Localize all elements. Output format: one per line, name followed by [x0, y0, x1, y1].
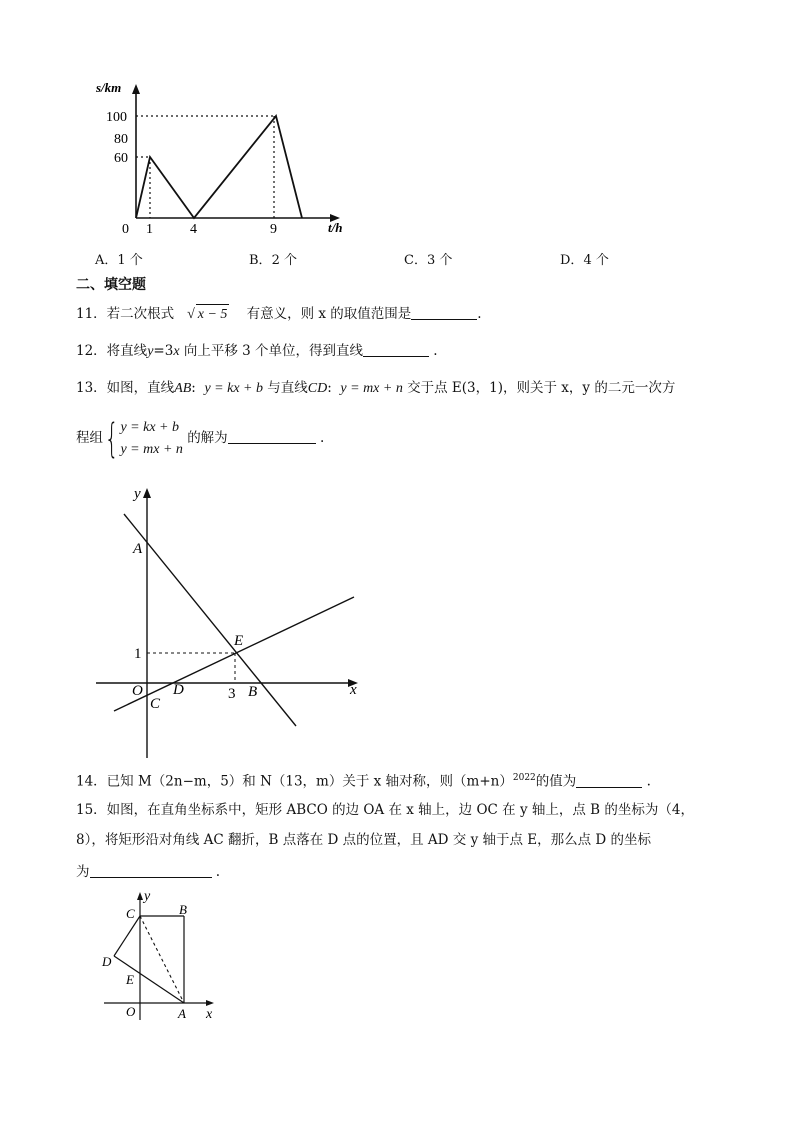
distance-time-graph — [90, 80, 350, 240]
section-title: 二、填空题 — [76, 277, 146, 293]
question-15-line1: 15．如图，在直角坐标系中，矩形 ABCO 的边 OA 在 x 轴上，边 OC 在 y 轴上，点 B 的坐标为（4， — [76, 802, 694, 818]
rectangle-fold-graph — [96, 886, 236, 1026]
point-e-label: E — [126, 972, 134, 987]
point-c-label: C — [126, 906, 135, 921]
option-c[interactable]: C．3 个 — [404, 253, 453, 268]
question-12: 12．将直线y=3x 向上平移 3 个单位，得到直线 . — [76, 343, 438, 359]
question-13-line2: 程组{ y = kx + b y = mx + n 的解为 . — [76, 415, 325, 462]
x-label: x — [350, 682, 357, 698]
y-tick-80: 80 — [114, 132, 128, 147]
point-e-label: E — [234, 633, 244, 649]
point-c-label: C — [150, 696, 161, 712]
point-a-label: A — [178, 1006, 186, 1021]
point-b-label: B — [179, 902, 187, 917]
question-15-line3: 为 . — [76, 864, 221, 880]
brace: { — [104, 415, 119, 462]
question-11: 11．若二次根式 √ x − 5 有意义，则 x 的取值范围是 . — [76, 304, 482, 325]
x-tick-9: 9 — [270, 222, 277, 237]
option-a[interactable]: A．1 个 — [95, 253, 143, 268]
y-label: y — [134, 486, 141, 502]
x-tick-4: 4 — [190, 222, 197, 237]
answer-blank[interactable] — [411, 305, 477, 320]
x-tick-1: 1 — [146, 222, 153, 237]
point-b-label: B — [248, 684, 258, 700]
question-13: 13．如图，直线AB: y = kx + b 与直线CD: y = mx + n 交于点 E(3，1)，则关于 x，y 的二元一次方 — [76, 380, 676, 396]
x-axis-label: t/h — [328, 220, 343, 235]
tick-1-label: 1 — [134, 646, 142, 662]
answer-blank[interactable] — [576, 773, 642, 788]
y-tick-100: 100 — [106, 110, 127, 125]
x-label: x — [206, 1007, 213, 1022]
origin-label: O — [126, 1004, 136, 1019]
x-tick-0: 0 — [122, 222, 129, 237]
answer-blank[interactable] — [363, 342, 429, 357]
point-a-label: A — [133, 541, 143, 557]
two-lines-graph — [88, 480, 378, 770]
point-d-label: D — [102, 954, 112, 969]
answer-blank[interactable] — [90, 863, 212, 878]
y-tick-60: 60 — [114, 151, 128, 166]
answer-blank[interactable] — [228, 429, 316, 444]
point-d-label: D — [173, 682, 184, 698]
y-label: y — [144, 889, 151, 904]
y-axis-label: s/km — [96, 80, 122, 95]
question-15-line2: 8），将矩形沿对角线 AC 翻折，B 点落在 D 点的位置，且 AD 交 y 轴于点 E，那么点 D 的坐标 — [76, 832, 652, 848]
option-b[interactable]: B．2 个 — [249, 253, 297, 268]
option-d[interactable]: D．4 个 — [560, 253, 609, 268]
question-14: 14．已知 M（2n−m，5）和 N（13，m）关于 x 轴对称，则$(m+n)^{2022}$的值为 . — [76, 773, 651, 790]
origin-label: O — [132, 683, 143, 699]
tick-3-label: 3 — [228, 686, 236, 702]
